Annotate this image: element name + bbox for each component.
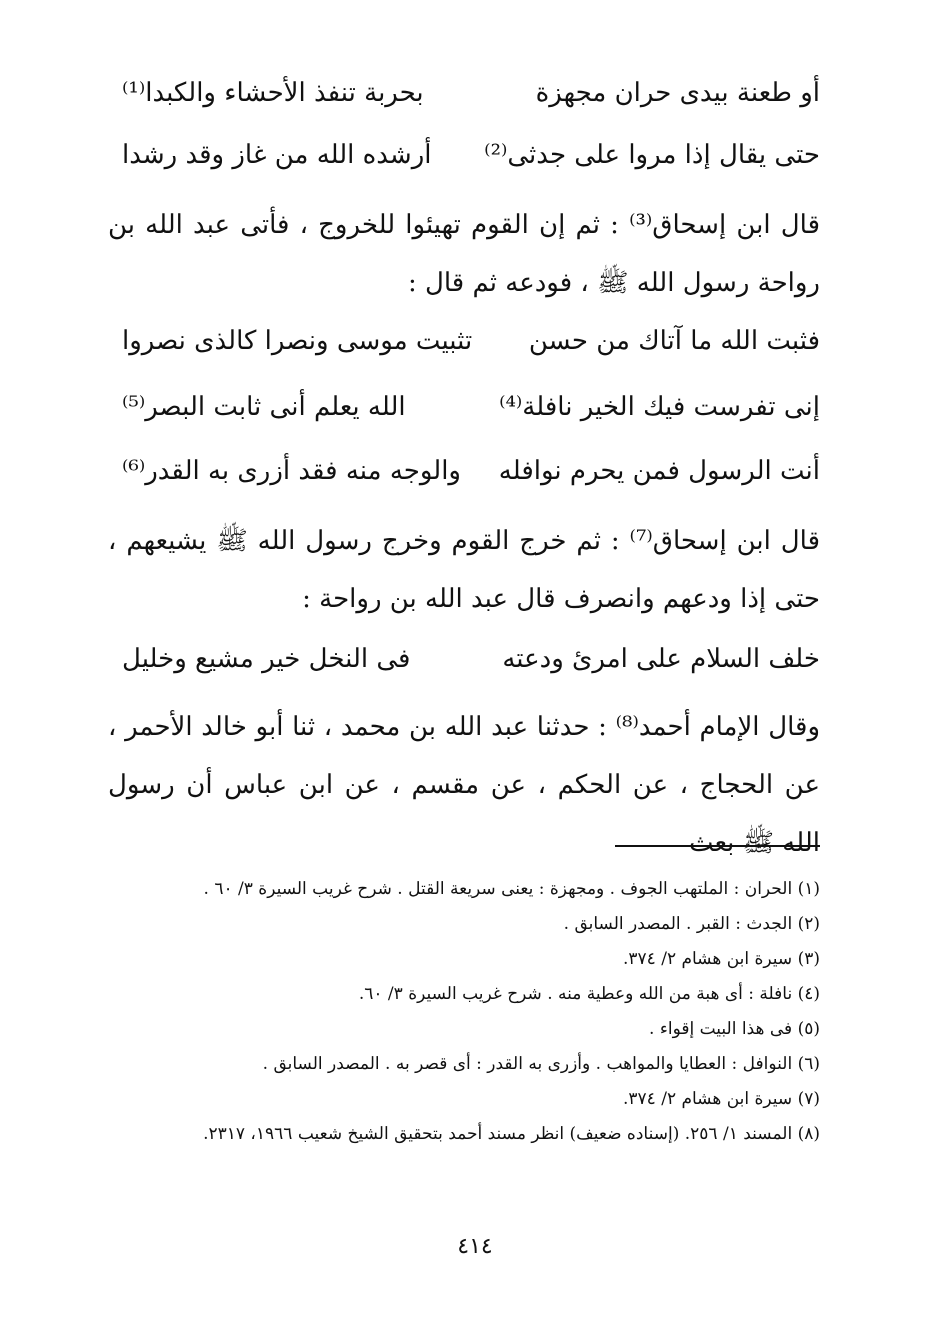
hemistich-right: إنى تفرست فيك الخير نافلة⁽⁴⁾	[499, 392, 820, 422]
footnote-6: (٦) النوافل : العطايا والمواهب . وأزرى به القدر : أى قصر به . المصدر السابق .	[262, 1054, 820, 1074]
hemistich-right: فثبت الله ما آتاك من حسن	[528, 326, 820, 356]
footnote-1: (١) الحران : الملتهب الجوف . ومجهزة : يعنى سريعة القتل . شرح غريب السيرة ٣/ ٦٠ .	[203, 879, 820, 899]
hemistich-right: حتى يقال إذا مروا على جدثى⁽²⁾	[484, 140, 820, 170]
footnotes	[100, 872, 820, 1152]
footnote-7: (٧) سيرة ابن هشام ٢/ ٣٧٤.	[622, 1089, 820, 1109]
poem-3-verse-1	[108, 644, 820, 696]
paragraph-1-text: قال ابن إسحاق⁽³⁾ : ثم إن القوم تهيئوا للخروج ، فأتى عبد الله بن رواحة رسول الله ﷺ ، فودعه ثم قال :	[108, 210, 820, 298]
footnote-2: (٢) الجدث : القبر . المصدر السابق .	[563, 914, 820, 934]
hemistich-left: الله يعلم أنى ثابت البصر⁽⁵⁾	[122, 392, 406, 422]
paragraph-2	[108, 512, 820, 628]
paragraph-2-text: قال ابن إسحاق⁽⁷⁾ : ثم خرج القوم وخرج رسول الله ﷺ يشيعهم ، حتى إذا ودعهم وانصرف قال عبد الله بن رواحة :	[108, 526, 820, 614]
hemistich-left: تثبيت موسى ونصرا كالذى نصروا	[122, 326, 473, 356]
hemistich-right: أو طعنة بيدى حران مجهزة	[535, 78, 820, 108]
footnote-3: (٣) سيرة ابن هشام ٢/ ٣٧٤.	[622, 949, 820, 969]
page-number: ٤١٤	[457, 1234, 493, 1259]
poem-2-verse-3	[108, 456, 820, 508]
poem-1-verse-1	[108, 78, 820, 130]
paragraph-1	[108, 196, 820, 312]
poem-2-verse-2	[108, 392, 820, 444]
hemistich-left: فى النخل خير مشيع وخليل	[122, 644, 411, 674]
poem-2-verse-1	[108, 326, 820, 378]
hemistich-left: أرشده الله من غاز وقد رشدا	[122, 140, 432, 170]
hemistich-right: أنت الرسول فمن يحرم نوافله	[498, 456, 820, 486]
footnote-separator	[615, 845, 820, 847]
footnote-5: (٥) فى هذا البيت إقواء .	[649, 1019, 820, 1039]
hemistich-left: بحربة تنفذ الأحشاء والكبدا⁽¹⁾	[122, 78, 424, 108]
hemistich-right: خلف السلام على امرئ ودعته	[502, 644, 820, 674]
footnote-8: (٨) المسند ١/ ٢٥٦. (إسناده ضعيف) انظر مسند أحمد بتحقيق الشيخ شعيب ١٩٦٦، ٢٣١٧.	[203, 1124, 820, 1144]
hemistich-left: والوجه منه فقد أزرى به القدر⁽⁶⁾	[122, 456, 461, 486]
paragraph-3-text: وقال الإمام أحمد⁽⁸⁾ : حدثنا عبد الله بن محمد ، ثنا أبو خالد الأحمر ، عن الحجاج ، عن الحكم ، عن مقسم ، عن ابن عباس أن رسول الله ﷺ بعث	[108, 712, 821, 858]
poem-1-verse-2	[108, 140, 820, 192]
footnote-4: (٤) نافلة : أى هبة من الله وعطية منه . شرح غريب السيرة ٣/ ٦٠.	[358, 984, 820, 1004]
